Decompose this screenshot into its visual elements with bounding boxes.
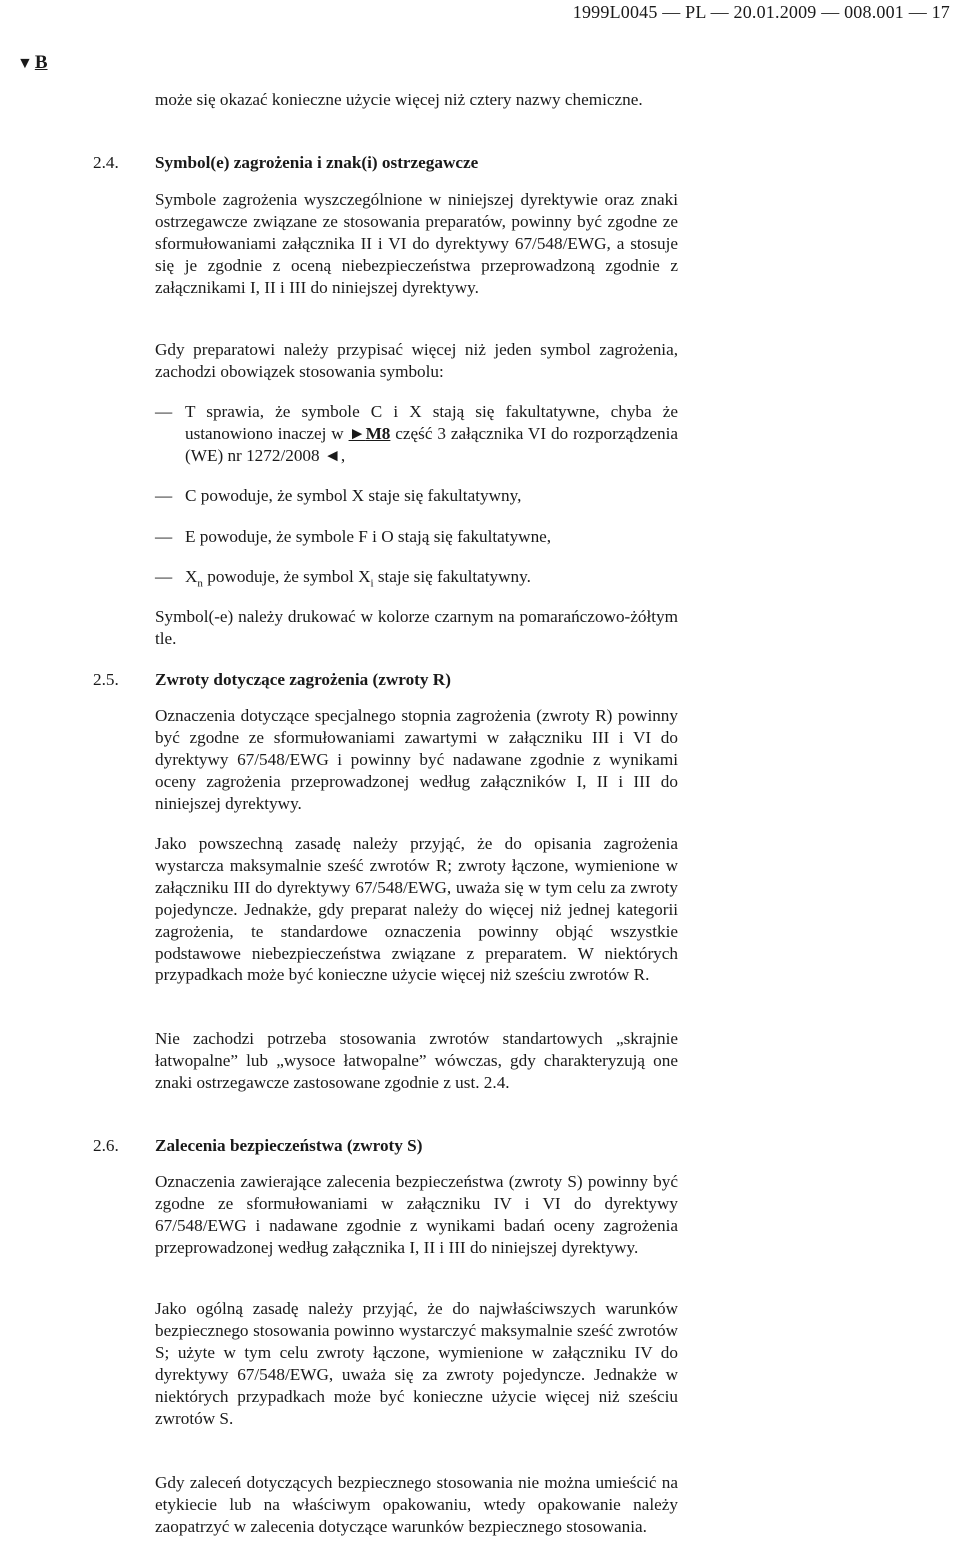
- item-4-symbol: X: [185, 567, 198, 586]
- section-heading-2-4: Symbol(e) zagrożenia i znak(i) ostrzegawcze: [155, 153, 479, 172]
- marker-code: B: [34, 52, 48, 73]
- list-item-1-text-c: ,: [340, 445, 346, 465]
- section-2-5-paragraph-1: Oznaczenia dotyczące specjalnego stopnia zagrożenia (zwroty R) powinny być zgodne ze sformułowaniami zawartymi w załączniku III i VI do dyrektywy 67/548/EWG i powinny być nadawane zgodnie z wynikami oceny zagrożenia przeprowadzonej według załączników I, II i III do niniejszej dyrektywy.: [155, 706, 678, 813]
- section-2-6-paragraph-3: Gdy zaleceń dotyczących bezpiecznego stosowania nie można umieścić na etykiecie lub na właściwym opakowaniu, wtedy opakowanie należy zaopatrzyć w zalecenia dotyczące warunków bezpiecznego stosowania.: [155, 1473, 678, 1536]
- section-2-4-paragraph-1: Symbole zagrożenia wyszczególnione w niniejszej dyrektywie oraz znaki ostrzegawcze związane ze stosowania preparatów, powinny być zgodne ze sformułowaniami załącznika II i VI do dyrektywy 67/548/EWG, a stosuje się je zgodnie z oceną niebezpieczeństwa przeprowadzoną zgodnie z załącznikami I, II i III do niniejszej dyrektywy.: [155, 190, 678, 297]
- section-heading-2-6: Zalecenia bezpieczeństwa (zwroty S): [155, 1136, 423, 1155]
- list-item-3: E powoduje, że symbole F i O stają się fakultatywne,: [185, 527, 552, 546]
- end-arrow-icon: ◄: [323, 445, 341, 465]
- item-4-mid: powoduje, że symbol X: [202, 567, 371, 586]
- item-4-subscript-i: i: [370, 577, 374, 590]
- amendment-reference-link[interactable]: [349, 424, 391, 443]
- list-item-4: [185, 566, 678, 588]
- item-4-subscript-n: n: [197, 577, 203, 590]
- intro-paragraph: może się okazać konieczne użycie więcej niż cztery nazwy chemiczne.: [155, 90, 643, 109]
- section-2-4-paragraph-2: Gdy preparatowi należy przypisać więcej niż jeden symbol zagrożenia, zachodzi obowiązek stosowania symbolu:: [155, 340, 678, 381]
- item-4-end: staje się fakultatywny.: [373, 567, 531, 586]
- triangle-down-icon: ▼: [17, 55, 33, 72]
- section-2-4-paragraph-3: Symbol(-e) należy drukować w kolorze czarnym na pomarańczowo-żółtym tle.: [155, 607, 678, 648]
- doc-ref-text: 1999L0045 — PL — 20.01.2009 — 008.001 — 17: [572, 2, 950, 22]
- amendment-marker: [17, 52, 48, 74]
- section-number-2-4: 2.4.: [93, 153, 119, 172]
- list-dash: —: [155, 567, 173, 586]
- list-item-1: [185, 401, 678, 467]
- list-dash: —: [155, 402, 173, 421]
- list-item-2: C powoduje, że symbol X staje się fakultatywny,: [185, 486, 522, 505]
- document-reference-header: [573, 2, 950, 23]
- amendment-ref-code: M8: [365, 423, 391, 443]
- section-heading-2-5: Zwroty dotyczące zagrożenia (zwroty R): [155, 670, 451, 689]
- play-arrow-icon: ►: [348, 423, 366, 443]
- list-dash: —: [155, 527, 173, 546]
- section-2-6-paragraph-1: Oznaczenia zawierające zalecenia bezpieczeństwa (zwroty S) powinny być zgodne ze sformułowaniami w załączniku IV i VI do dyrektywy 67/548/EWG i nadawane zgodnie z wynikami badań oceny zagrożenia przeprowadzonej według załącznika I, II i III do niniejszej dyrektywy.: [155, 1172, 678, 1257]
- section-number-2-5: 2.5.: [93, 670, 119, 689]
- list-item-1-text-a: T sprawia, że symbole C i X stają się fakultatywne, chyba że ustanowiono inaczej w: [185, 402, 678, 443]
- section-2-5-paragraph-2: Jako powszechną zasadę należy przyjąć, że do opisania zagrożenia wystarcza maksymalnie sześć zwrotów R; zwroty łączone, wymienione w załączniku III do dyrektywy 67/548/EWG, uważa się w tym celu za zwroty pojedyncze. Jednakże, gdy preparat należy do więcej niż jednej kategorii zagrożenia, te standardowe oznaczenia powinny objąć wszystkie podstawowe niebezpieczeństwa związane z preparatem. W niektórych przypadkach może być konieczne użycie więcej niż sześciu zwrotów R.: [155, 834, 678, 985]
- section-2-5-paragraph-3: Nie zachodzi potrzeba stosowania zwrotów standartowych „skrajnie łatwopalne” lub „wysoce łatwopalne” wówczas, gdy charakteryzują one znaki ostrzegawcze zastosowane zgodnie z ust. 2.4.: [155, 1029, 678, 1092]
- section-number-2-6: 2.6.: [93, 1136, 119, 1155]
- list-dash: —: [155, 486, 173, 505]
- section-2-6-paragraph-2: Jako ogólną zasadę należy przyjąć, że do najwłaściwszych warunków bezpiecznego stosowania powinno wystarczyć maksymalnie sześć zwrotów S; użyte w tym celu zwroty łączone, wymienione w załączniku IV do dyrektywy 67/548/EWG, uważa się za zwroty pojedyncze. Jednakże w niektórych przypadkach może być konieczne użycie więcej niż sześciu zwrotów S.: [155, 1299, 678, 1428]
- list-item-1-text-b: część 3 załącznika VI do rozporządzenia (WE) nr 1272/2008: [185, 423, 678, 465]
